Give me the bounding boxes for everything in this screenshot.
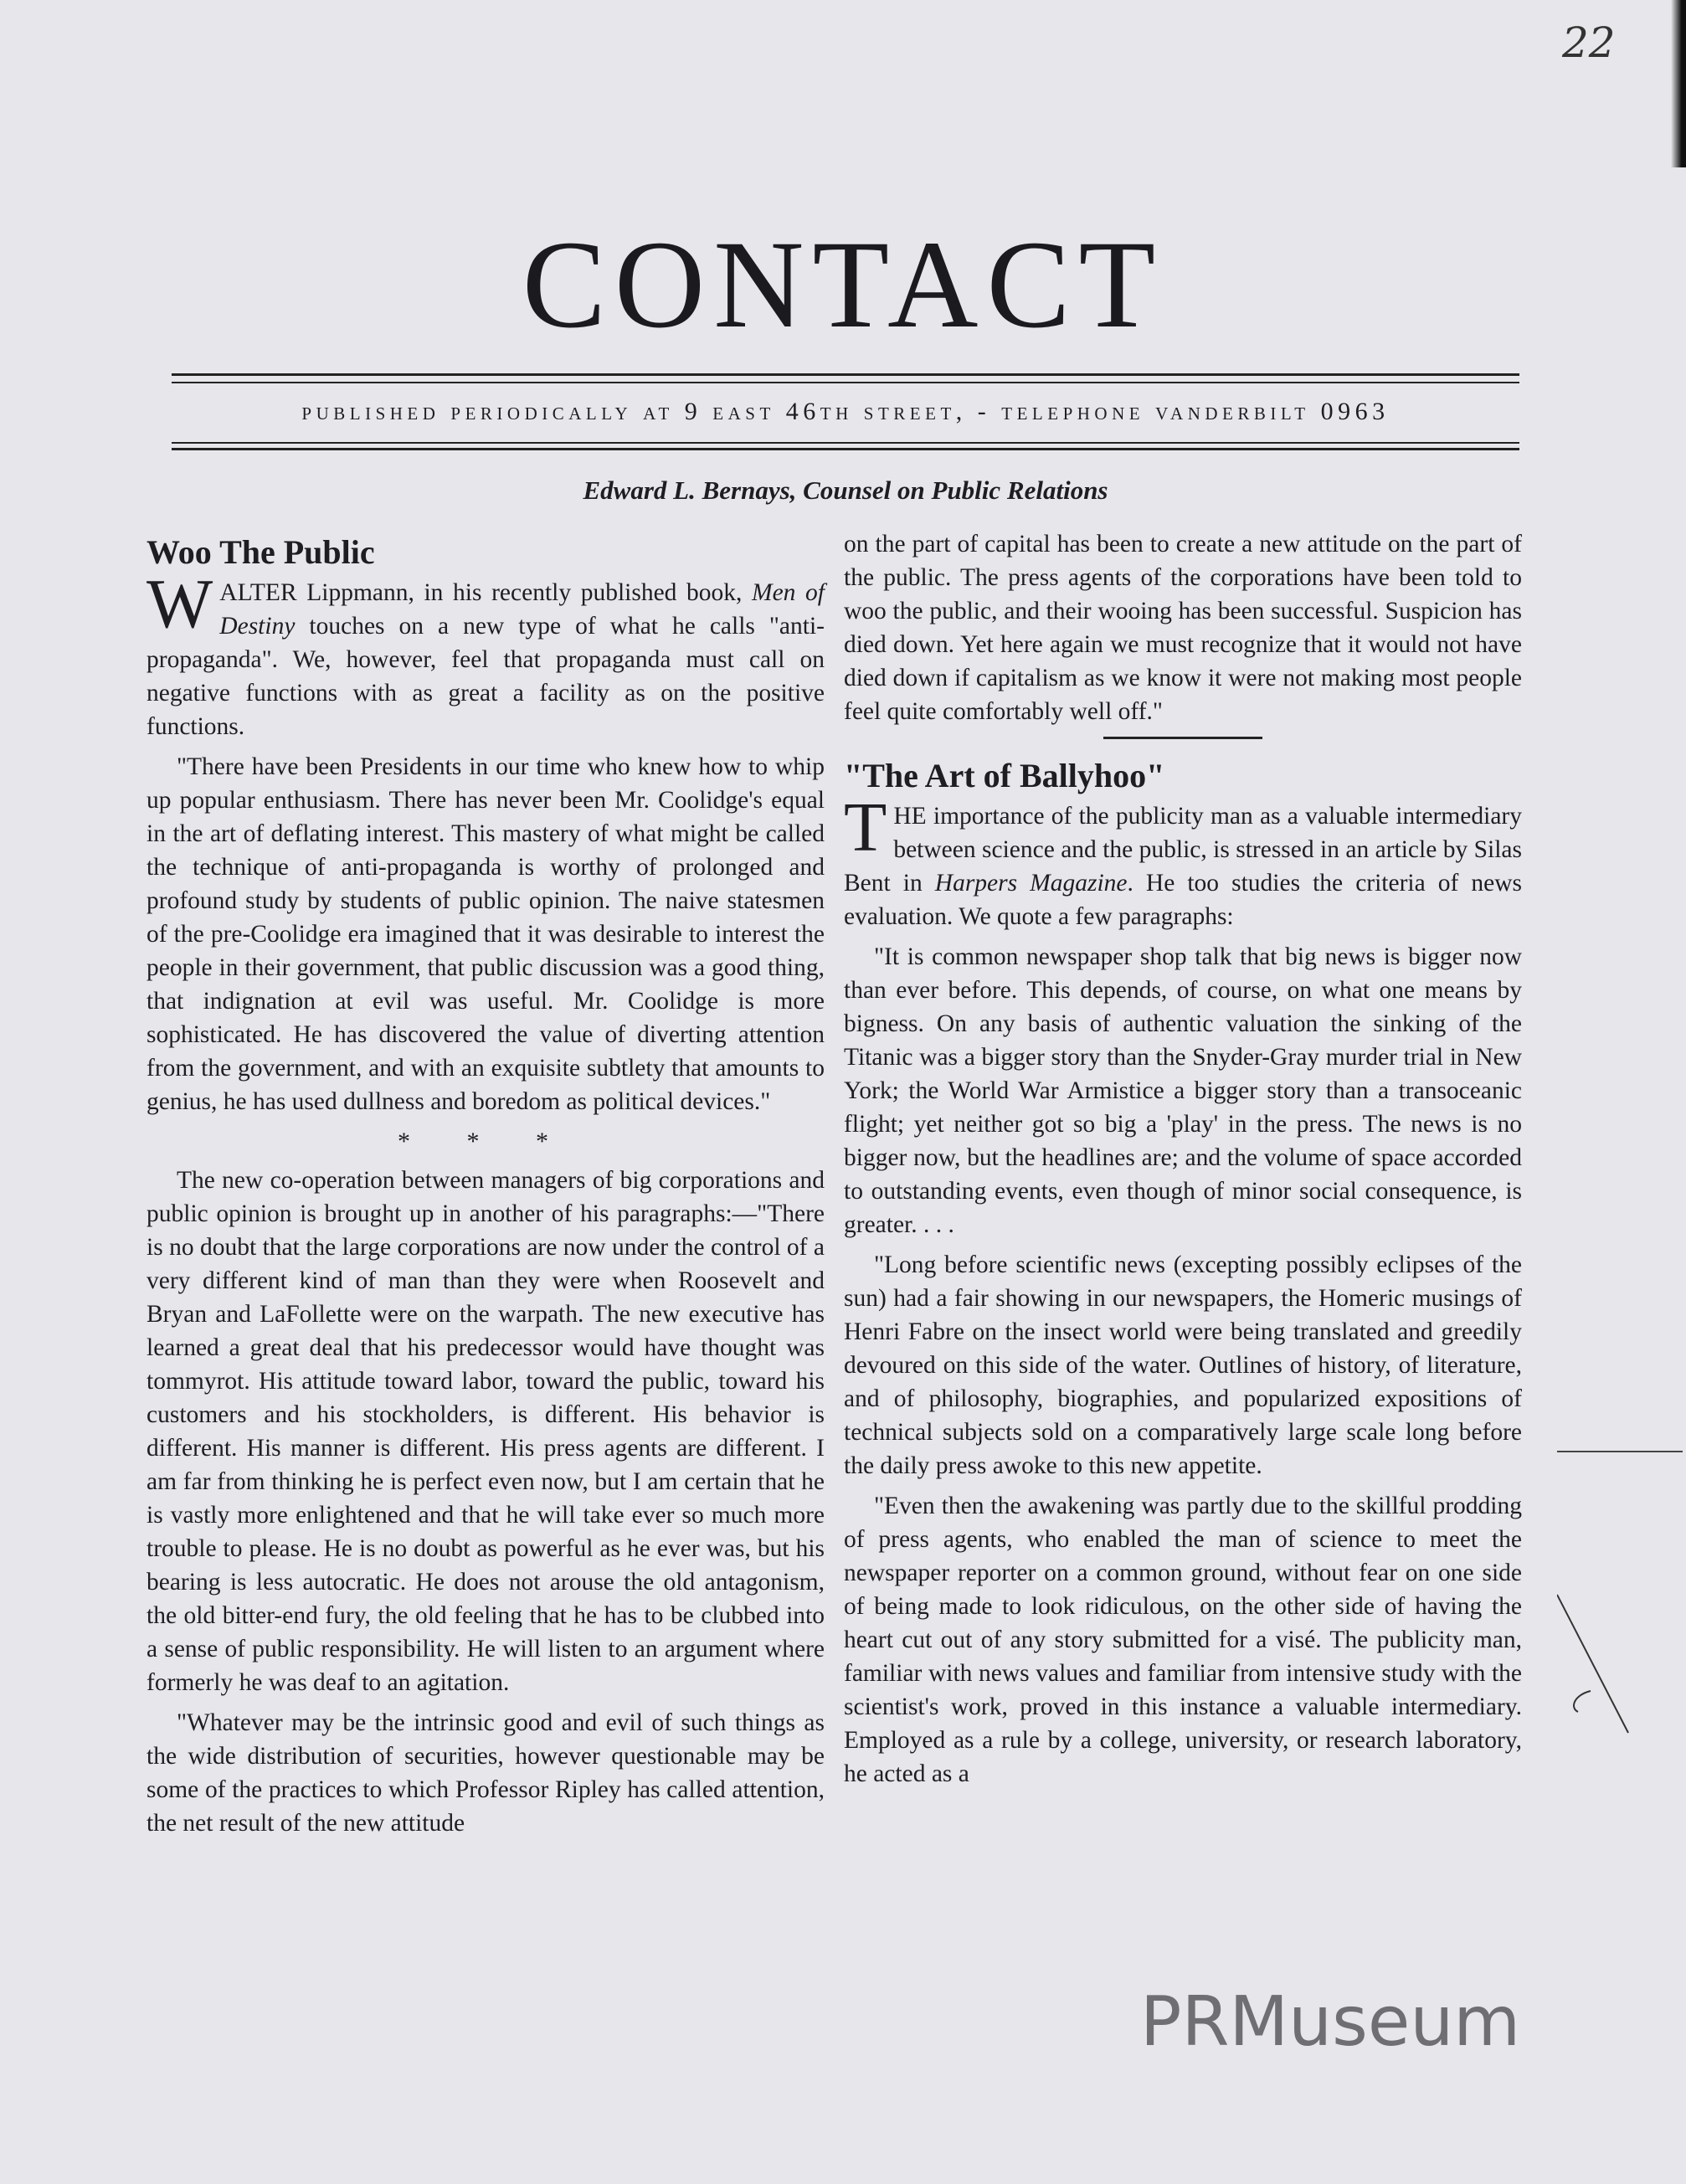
watermark-logo: PRMuseum [1140, 1982, 1521, 2062]
byline: Edward L. Bernays, Counsel on Public Relations [583, 475, 1108, 505]
paragraph-text: ALTER Lippmann, in his recently published book, [219, 579, 753, 606]
article-paragraph: "There have been Presidents in our time who knew how to whip up popular enthusiasm. There has never been Mr. Coolidge's equal in the art of deflating interest. This mastery of what might be called the technique of anti-propaganda is worthy of prolonged and profound study by students of public opinion. The naive statesmen of the pre-Coolidge era imagined that it was desirable to interest the people in their government, that public discussion was a good thing, that indignation at evil was useful. Mr. Coolidge is more sophisticated. He has discovered the value of diverting attention from the government, and with an exquisite subtlety that amounts to genius, he has used dullness and boredom as political devices." [146, 753, 825, 1115]
section-separator: * * * [398, 1128, 573, 1155]
magazine-title: Harpers Magazine [934, 870, 1128, 897]
article-paragraph: on the part of capital has been to create a new attitude on the part of the public. The press agents of the corporations have been told to woo the public, and their wooing has been successful. Suspicion has died down. Yet here again we must recognize that it would not have died down if capitalism as we know it were not making most people feel quite comfortably well off." [844, 531, 1522, 725]
masthead-rule-top-2 [172, 382, 1519, 383]
drop-cap: W [146, 565, 213, 643]
book-title: Men of Destiny [219, 579, 825, 640]
publication-line: published periodically at 9 east 46th street, - telephone vanderbilt 0963 [301, 398, 1390, 425]
paragraph-text: HE importance of the publicity man as a valuable intermediary between science and the public, is stressed in an article by Silas Bent in [844, 803, 1522, 897]
margin-pencil-mark [1557, 1451, 1683, 1452]
article-divider [1103, 737, 1262, 739]
paragraph-text: . He too studies the criteria of news evaluation. We quote a few paragraphs: [844, 870, 1522, 930]
article-paragraph: The new co-operation between managers of big corporations and public opinion is brought up in another of his paragraphs:—"There is no doubt that the large corporations are now under the control of a very different kind of man than they were when Roosevelt and Bryan and LaFollette were on the warpath. The new executive has learned a great deal that his predecessor would have thought was tommyrot. His attitude toward labor, toward the public, toward his customers and his stockholders, is different. His behavior is different. His manner is different. His press agents are different. I am far from thinking he is perfect even now, but I am certain that he is vastly more enlightened and that he will take ever so much more trouble to please. He is no doubt as powerful as he ever was, but his bearing is less autocratic. He does not arouse the old antagonism, the old bitter-end fury, the old feeling that he has to be clubbed into a sense of public responsibility. He will listen to an argument where formerly he was deaf to an agitation. [146, 1167, 825, 1696]
masthead-rule-top-1 [172, 373, 1519, 376]
article-paragraph [844, 789, 1522, 933]
paragraph-text: touches on a new type of what he calls "anti-propaganda". We, however, feel that propaganda must call on negative functions with as great a facility as on the positive functions. [146, 613, 825, 740]
article-paragraph: "Even then the awakening was partly due to the skillful prodding of press agents, who enabled the man of science to meet the newspaper reporter on a common ground, without fear on one side of being made to look ridiculous, on the other side of having the heart cut out of any story submitted for a visé. The publicity man, familiar with news values and familiar from intensive study with the scientist's work, proved in this instance a valuable intermediary. Employed as a rule by a college, university, or research laboratory, he acted as a [844, 1493, 1522, 1787]
article-paragraph: "Whatever may be the intrinsic good and evil of such things as the wide distribution of securities, however questionable may be some of the practices to which Professor Ripley has called attention, the net result of the new attitude [146, 1709, 825, 1837]
left-column [146, 527, 825, 1847]
binding-shadow [1671, 0, 1686, 167]
article-heading-woo-the-public: Woo The Public [146, 533, 375, 571]
masthead-rule-bottom-1 [172, 442, 1519, 444]
masthead-rule-bottom-2 [172, 448, 1519, 450]
page-number: 22 [1562, 18, 1616, 67]
masthead-title: CONTACT [522, 215, 1164, 354]
article-heading-art-of-ballyhoo: "The Art of Ballyhoo" [844, 757, 1165, 794]
article-paragraph [146, 565, 825, 743]
right-column [844, 527, 1522, 1797]
article-paragraph: "It is common newspaper shop talk that big news is bigger now than ever before. This depends, of course, on what one means by bigness. On any basis of authentic valuation the sinking of the Titanic was a bigger story than the Snyder-Gray murder trial in New York; the World War Armistice a bigger story than a transoceanic flight; yet neither got so big a 'play' in the press. The news is no bigger now, but the headlines are; and the volume of space accorded to outstanding events, even though of minor social consequence, is greater. . . . [844, 943, 1522, 1238]
drop-cap: T [844, 789, 887, 866]
article-paragraph: "Long before scientific news (excepting possibly eclipses of the sun) had a fair showing in our newspapers, the Homeric musings of Henri Fabre on the insect world were being translated and greedily devoured on this side of the water. Outlines of history, of literature, and of philosophy, biographies, and popularized expositions of technical subjects sold on a comparatively large scale long before the daily press awoke to this new appetite. [844, 1251, 1522, 1479]
margin-pencil-mark [1557, 1590, 1649, 1775]
